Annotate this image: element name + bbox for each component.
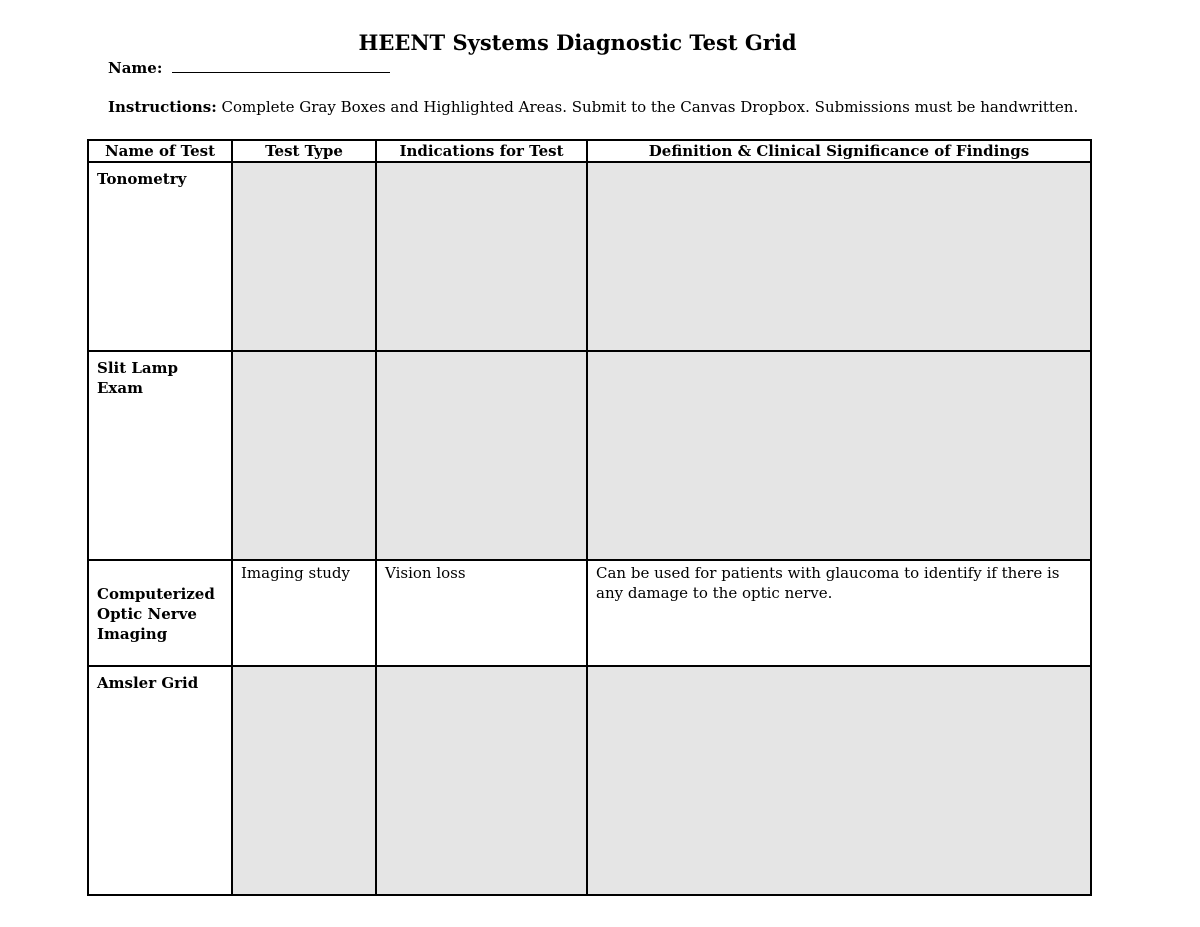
diagnostic-test-grid — [87, 139, 1092, 896]
indications-cell[interactable] — [376, 162, 587, 351]
instructions-text: Complete Gray Boxes and Highlighted Areas. Submit to the Canvas Dropbox. Submissions must be handwritten. — [221, 98, 1079, 116]
definition-cell[interactable] — [587, 666, 1091, 895]
definition-cell[interactable] — [587, 351, 1091, 560]
instructions-label: Instructions: — [108, 98, 217, 116]
table-row — [88, 560, 1091, 666]
instructions — [108, 98, 1078, 116]
table-row — [88, 162, 1091, 351]
name-label: Name: — [108, 59, 163, 77]
indications-cell[interactable] — [376, 351, 587, 560]
table-row — [88, 351, 1091, 560]
header-definition: Definition & Clinical Significance of Findings — [587, 140, 1091, 162]
indications-cell: Vision loss — [376, 560, 587, 666]
test-name-cell: Computerized Optic Nerve Imaging — [88, 560, 232, 666]
test-name-cell: Amsler Grid — [88, 666, 232, 895]
table-row — [88, 666, 1091, 895]
test-type-cell: Imaging study — [232, 560, 376, 666]
definition-cell: Can be used for patients with glaucoma to identify if there is any damage to the optic nerve. — [587, 560, 1091, 666]
header-name-of-test: Name of Test — [88, 140, 232, 162]
test-type-cell[interactable] — [232, 162, 376, 351]
test-type-cell[interactable] — [232, 351, 376, 560]
header-test-type: Test Type — [232, 140, 376, 162]
page-title: HEENT Systems Diagnostic Test Grid — [358, 30, 797, 55]
name-field-row — [108, 58, 390, 77]
test-name-cell: Tonometry — [88, 162, 232, 351]
definition-cell[interactable] — [587, 162, 1091, 351]
table-header-row — [88, 140, 1091, 162]
indications-cell[interactable] — [376, 666, 587, 895]
name-blank-line[interactable] — [172, 58, 390, 73]
test-type-cell[interactable] — [232, 666, 376, 895]
test-name-cell: Slit Lamp Exam — [88, 351, 232, 560]
header-indications: Indications for Test — [376, 140, 587, 162]
